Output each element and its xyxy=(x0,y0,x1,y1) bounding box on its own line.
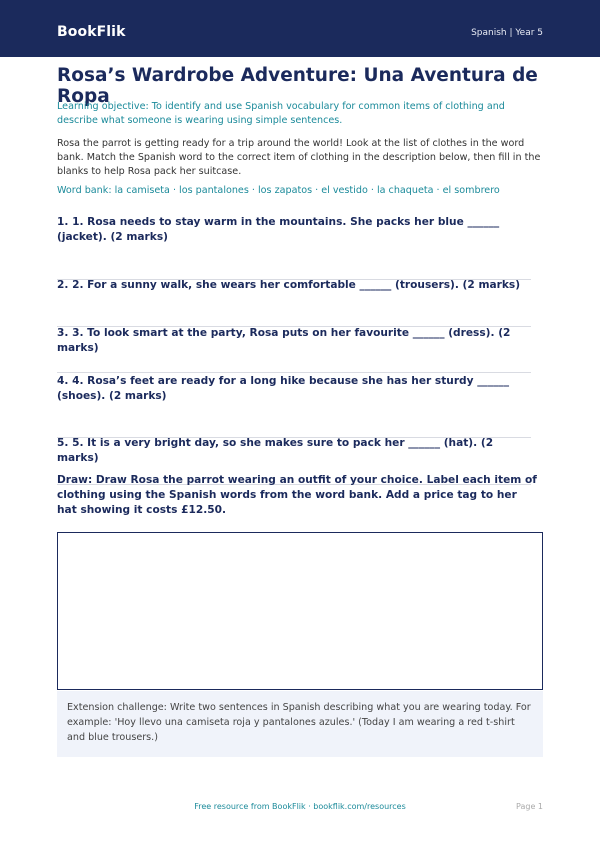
answer-line-3[interactable] xyxy=(57,372,531,373)
question-3: 3. 3. To look smart at the party, Rosa puts on her favourite ______ (dress). (2 marks) xyxy=(57,327,511,354)
drawing-area[interactable] xyxy=(57,532,543,690)
question-4: 4. 4. Rosa’s feet are ready for a long hike because she has her sturdy ______ (shoes). (2 marks) xyxy=(57,375,510,402)
worksheet-title: Rosa’s Wardrobe Adventure: Una Aventura de Ropa xyxy=(57,65,538,107)
learning-objective: Learning objective: To identify and use Spanish vocabulary for common items of clothing and describe what someone is wearing using simple sentences. xyxy=(57,101,505,126)
extension-challenge: Extension challenge: Write two sentences in Spanish describing what you are wearing today. For example: 'Hoy llevo una camiseta roja y pantalones azules.' (Today I am wearing a red t-shirt and blue trousers.) xyxy=(57,691,543,757)
question-5: 5. 5. It is a very bright day, so she makes sure to pack her ______ (hat). (2 marks) xyxy=(57,437,494,464)
question-2: 2. 2. For a sunny walk, she wears her comfortable ______ (trousers). (2 marks) xyxy=(57,279,521,291)
page-header xyxy=(0,0,600,57)
question-1: 1. 1. Rosa needs to stay warm in the mountains. She packs her blue ______ (jacket). (2 marks) xyxy=(57,216,500,243)
word-bank: Word bank: la camiseta · los pantalones · los zapatos · el vestido · la chaqueta · el sombrero xyxy=(57,185,500,196)
intro-paragraph: Rosa the parrot is getting ready for a trip around the world! Look at the list of clothes in the word bank. Match the Spanish word to the correct item of clothing in the description below, then fill in the blanks to help Rosa pack her suitcase. xyxy=(57,138,541,177)
draw-instruction: Draw: Draw Rosa the parrot wearing an outfit of your choice. Label each item of clothing using the Spanish words from the word bank. Add a price tag to her hat showing it costs £12.50. xyxy=(57,474,537,516)
footer-credit: Free resource from BookFlik · bookflik.com/resources xyxy=(194,802,406,811)
subject-year-label: Spanish | Year 5 xyxy=(471,28,543,38)
page-number: Page 1 xyxy=(516,802,543,811)
brand-logo-text: BookFlik xyxy=(57,24,126,40)
